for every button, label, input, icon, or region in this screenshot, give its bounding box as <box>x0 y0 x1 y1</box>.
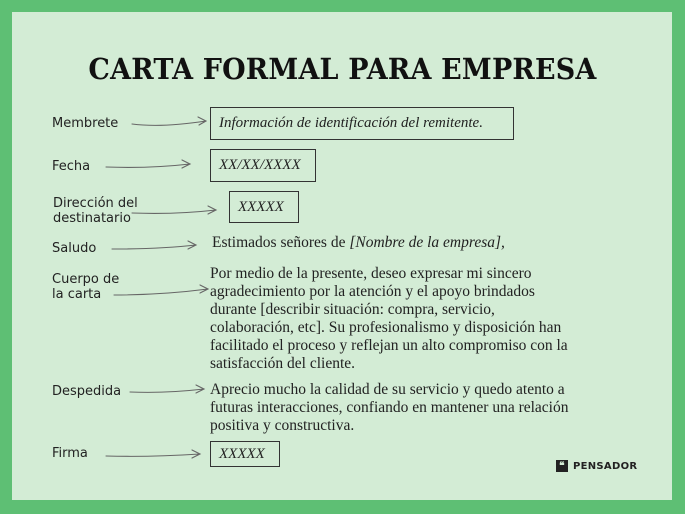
cuerpo-line: durante [describir situación: compra, servicio, <box>210 301 495 318</box>
label-cuerpo-line2: la carta <box>52 287 102 302</box>
label-fecha: Fecha <box>52 159 91 174</box>
label-cuerpo <box>52 272 119 302</box>
arrow-direccion <box>130 203 220 219</box>
field-membrete: Información de identificación del remitente. <box>210 107 514 140</box>
arrow-despedida <box>128 382 208 398</box>
field-fecha: XX/XX/XXXX <box>210 149 316 182</box>
brand-name: PENSADOR <box>573 460 638 472</box>
cuerpo-text <box>210 265 568 373</box>
despedida-text <box>210 381 569 435</box>
field-direccion: XXXXX <box>229 191 299 223</box>
field-firma: XXXXX <box>210 441 280 467</box>
arrow-membrete <box>130 114 210 130</box>
despedida-line: futuras interacciones, confiando en mantener una relación <box>210 399 569 416</box>
arrow-firma <box>104 445 204 461</box>
arrow-fecha <box>104 156 194 172</box>
label-direccion-line2: destinatario <box>53 211 131 226</box>
label-direccion-line1: Dirección del <box>53 196 138 211</box>
despedida-line: Aprecio mucho la calidad de su servicio y quedo atento a <box>210 381 565 398</box>
label-membrete: Membrete <box>52 116 119 131</box>
cuerpo-line: facilitado el proceso y reflejan un alto compromiso con la <box>210 337 568 354</box>
cuerpo-line: colaboración, etc]. Su profesionalismo y disposición han <box>210 319 562 336</box>
label-firma: Firma <box>52 446 88 461</box>
label-saludo: Saludo <box>52 241 97 256</box>
saludo-company: [Nombre de la empresa], <box>349 234 505 251</box>
saludo-text <box>212 234 505 252</box>
despedida-line: positiva y constructiva. <box>210 417 355 434</box>
arrow-saludo <box>110 238 200 254</box>
arrow-cuerpo <box>112 282 212 302</box>
page-title: CARTA FORMAL PARA EMPRESA <box>88 52 597 86</box>
cuerpo-line: Por medio de la presente, deseo expresar mi sincero <box>210 265 532 282</box>
quote-icon: ❝ <box>556 460 568 472</box>
label-direccion <box>53 196 138 226</box>
label-despedida: Despedida <box>52 384 122 399</box>
cuerpo-line: satisfacción del cliente. <box>210 355 356 372</box>
cuerpo-line: agradecimiento por la atención y el apoyo brindados <box>210 283 535 300</box>
brand-logo <box>556 460 637 472</box>
label-cuerpo-line1: Cuerpo de <box>52 272 120 287</box>
saludo-prefix: Estimados señores de <box>212 234 350 251</box>
